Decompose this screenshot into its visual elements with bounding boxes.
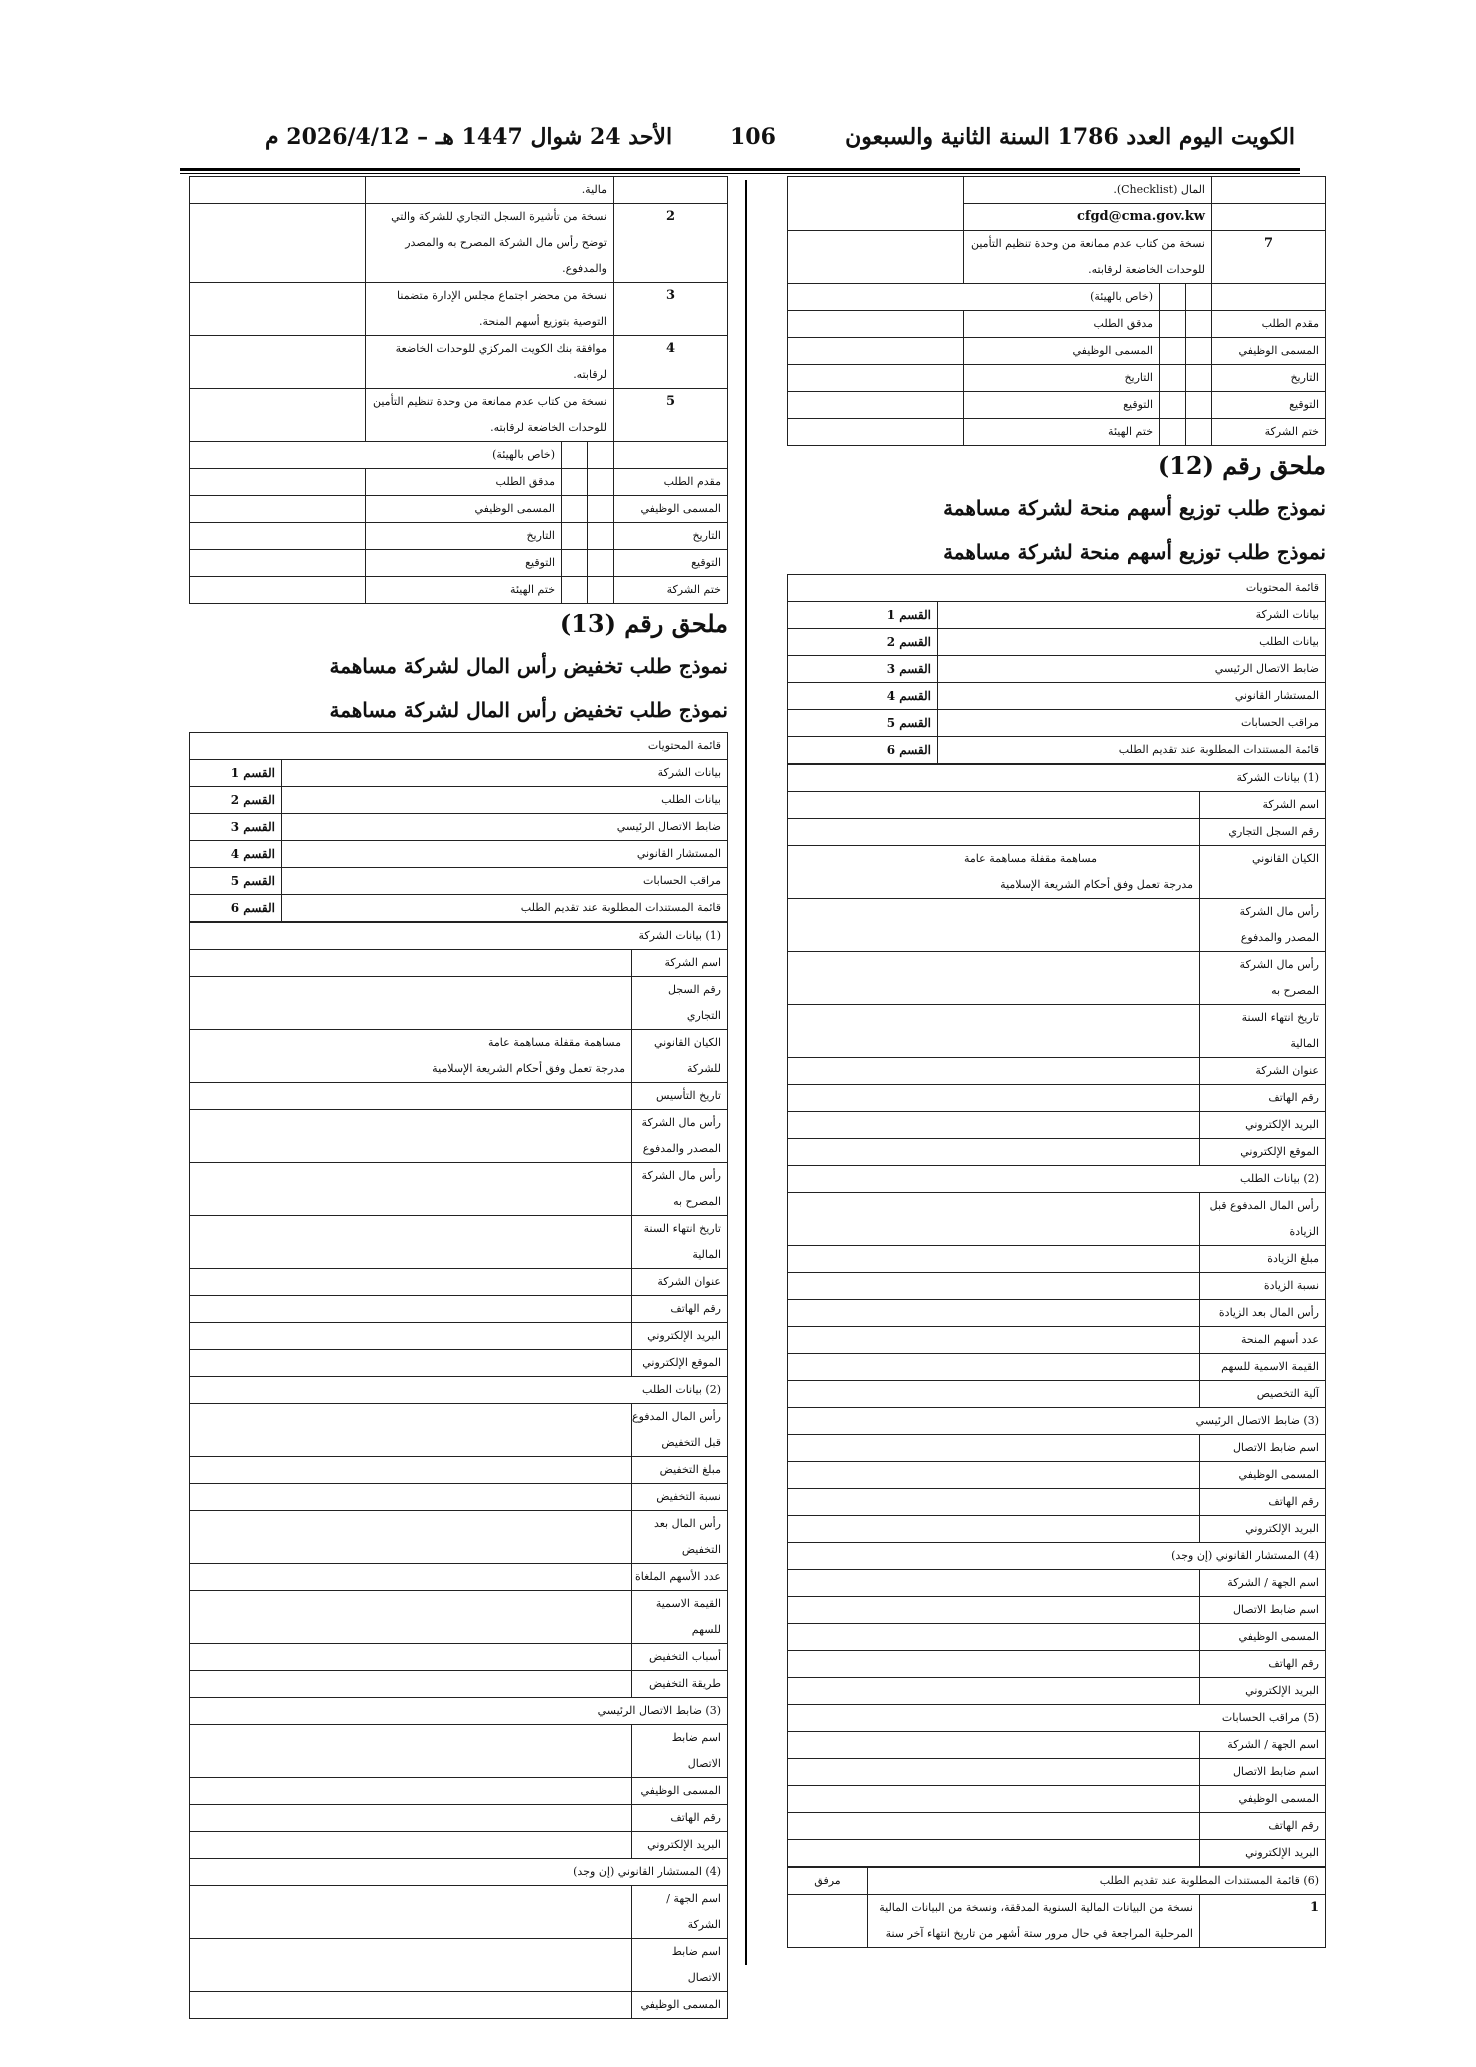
field-label: رقم الهاتف bbox=[1200, 1813, 1326, 1840]
field-label: للشركة bbox=[686, 1062, 721, 1075]
form-title: نموذج طلب تخفيض رأس المال لشركة مساهمة bbox=[329, 698, 728, 722]
legal-entity-options: مساهمة مقفلة مساهمة عامة bbox=[964, 852, 1097, 865]
field-label: طريقة التخفيض bbox=[632, 1671, 728, 1698]
job-title-label: المسمى الوظيفي bbox=[614, 496, 728, 523]
doc-number: 3 bbox=[614, 283, 728, 336]
right-column bbox=[788, 176, 1326, 1948]
section-heading: (3) ضابط الاتصال الرئيسي bbox=[787, 1408, 1325, 1435]
left-fields-table bbox=[189, 922, 728, 2019]
field-label: المسمى الوظيفي bbox=[632, 1778, 728, 1805]
field-label: اسم ضابط الاتصال bbox=[1200, 1759, 1326, 1786]
field-label: الاتصال bbox=[687, 1757, 721, 1770]
toc-section: القسم 6 bbox=[189, 895, 281, 922]
authority-stamp-label: ختم الهيئة bbox=[365, 577, 561, 604]
field-label: الاتصال bbox=[687, 1971, 721, 1984]
right-fields-table bbox=[787, 764, 1326, 1867]
toc-header: قائمة المحتويات bbox=[787, 575, 1325, 602]
issue-date: الأحد 24 شوال 1447 هـ – 2026/4/12 م bbox=[265, 124, 673, 150]
company-stamp-label: ختم الشركة bbox=[1212, 419, 1326, 446]
right-form-table bbox=[787, 574, 1326, 764]
signature-label: التوقيع bbox=[365, 550, 561, 577]
section-heading: (2) بيانات الطلب bbox=[787, 1166, 1325, 1193]
authority-only: (خاص بالهيئة) bbox=[189, 442, 561, 469]
toc-item: المستشار القانوني bbox=[938, 683, 1326, 710]
toc-item: بيانات الشركة bbox=[938, 602, 1326, 629]
doc-number: 2 bbox=[614, 204, 728, 283]
attached-header: مرفق bbox=[787, 1868, 867, 1895]
signature-label: التوقيع bbox=[614, 550, 728, 577]
field-label: عنوان الشركة bbox=[1200, 1058, 1326, 1085]
toc-section: القسم 3 bbox=[189, 814, 281, 841]
section-heading: (1) بيانات الشركة bbox=[787, 765, 1325, 792]
field-label: البريد الإلكتروني bbox=[1200, 1678, 1326, 1705]
field-label: التخفيض bbox=[681, 1543, 721, 1556]
field-label: البريد الإلكتروني bbox=[632, 1832, 728, 1859]
toc-section: القسم 2 bbox=[787, 629, 937, 656]
section-heading: (2) بيانات الطلب bbox=[189, 1377, 727, 1404]
field-label: المسمى الوظيفي bbox=[632, 1992, 728, 2019]
doc-text: نسخة من كتاب عدم ممانعة من وحدة تنظيم التأمين للوحدات الخاضعة لرقابته. bbox=[963, 231, 1211, 284]
field-label: تاريخ انتهاء السنة bbox=[1241, 1011, 1319, 1024]
form-title: نموذج طلب تخفيض رأس المال لشركة مساهمة bbox=[329, 654, 728, 678]
field-label: البريد الإلكتروني bbox=[1200, 1840, 1326, 1867]
field-label: رقم الهاتف bbox=[632, 1296, 728, 1323]
toc-item: مراقب الحسابات bbox=[282, 868, 728, 895]
field-label: الكيان القانوني bbox=[653, 1036, 721, 1049]
field-label: رأس مال الشركة bbox=[1239, 905, 1319, 918]
toc-section: القسم 6 bbox=[787, 737, 937, 764]
toc-item: بيانات الطلب bbox=[282, 787, 728, 814]
reviewer-label: مدقق الطلب bbox=[365, 469, 561, 496]
header-rule-thick bbox=[180, 168, 1300, 171]
toc-item: قائمة المستندات المطلوبة عند تقديم الطلب bbox=[282, 895, 728, 922]
toc-section: القسم 3 bbox=[787, 656, 937, 683]
toc-section: القسم 2 bbox=[189, 787, 281, 814]
field-label: مبلغ التخفيض bbox=[632, 1457, 728, 1484]
field-label: رقم الهاتف bbox=[1200, 1651, 1326, 1678]
left-column bbox=[190, 176, 728, 2019]
field-label: رأس المال بعد الزيادة bbox=[1200, 1300, 1326, 1327]
annex-title: ملحق رقم (12) bbox=[1157, 451, 1326, 480]
toc-section: القسم 1 bbox=[189, 760, 281, 787]
field-label: المصرح به bbox=[673, 1195, 721, 1208]
field-label: عدد أسهم المنحة bbox=[1200, 1327, 1326, 1354]
field-label: المسمى الوظيفي bbox=[1200, 1786, 1326, 1813]
applicant-label: مقدم الطلب bbox=[614, 469, 728, 496]
field-label: تاريخ التأسيس bbox=[632, 1083, 728, 1110]
toc-item: بيانات الطلب bbox=[938, 629, 1326, 656]
form-title: نموذج طلب توزيع أسهم منحة لشركة مساهمة bbox=[943, 496, 1326, 520]
field-label: المصدر والمدفوع bbox=[1240, 931, 1319, 944]
form-title: نموذج طلب توزيع أسهم منحة لشركة مساهمة bbox=[943, 540, 1326, 564]
field-label: اسم الشركة bbox=[632, 950, 728, 977]
field-label: آلية التخصيص bbox=[1200, 1381, 1326, 1408]
field-label: رأس مال الشركة bbox=[641, 1116, 721, 1129]
date-label: التاريخ bbox=[365, 523, 561, 550]
left-form-table bbox=[189, 732, 728, 922]
doc-text: موافقة بنك الكويت المركزي للوحدات الخاضعة لرقابته. bbox=[365, 336, 613, 389]
field-label: الشركة bbox=[687, 1918, 721, 1931]
page-number: 106 bbox=[730, 124, 776, 150]
field-label: اسم ضابط bbox=[671, 1731, 721, 1744]
field-label: البريد الإلكتروني bbox=[1200, 1516, 1326, 1543]
reviewer-label: مدقق الطلب bbox=[963, 311, 1159, 338]
toc-header: قائمة المحتويات bbox=[189, 733, 727, 760]
field-label: القيمة الاسمية bbox=[655, 1597, 721, 1610]
doc-text: نسخة من تأشيرة السجل التجاري للشركة والتي توضح رأس مال الشركة المصرح به والمصدر والمدفوع. bbox=[365, 204, 613, 283]
doc-text: نسخة من البيانات المالية السنوية المدققة، ونسخة من البيانات المالية المرحلية المراجعة في حال مرور ستة أشهر من تاريخ انتهاء آخر سنة bbox=[867, 1895, 1199, 1948]
field-label: المصرح به bbox=[1271, 984, 1319, 997]
field-label: الزيادة bbox=[1289, 1225, 1319, 1238]
field-label: اسم الشركة bbox=[1200, 792, 1326, 819]
field-label: قبل التخفيض bbox=[661, 1436, 721, 1449]
left-top-table bbox=[189, 176, 728, 604]
job-title-label: المسمى الوظيفي bbox=[963, 338, 1159, 365]
field-label: رقم الهاتف bbox=[1200, 1085, 1326, 1112]
field-label: رأس المال المدفوع قبل bbox=[1209, 1199, 1319, 1212]
field-label: المالية bbox=[1290, 1037, 1319, 1050]
toc-section: القسم 1 bbox=[787, 602, 937, 629]
right-docs-table bbox=[787, 1867, 1326, 1948]
field-label: عدد الأسهم الملغاة bbox=[632, 1564, 728, 1591]
section-heading: (6) قائمة المستندات المطلوبة عند تقديم الطلب bbox=[867, 1868, 1325, 1895]
signature-label: التوقيع bbox=[1212, 392, 1326, 419]
field-label: رأس مال الشركة bbox=[1239, 958, 1319, 971]
doc-number: 5 bbox=[614, 389, 728, 442]
section-heading: (5) مراقب الحسابات bbox=[787, 1705, 1325, 1732]
doc-text: نسخة من محضر اجتماع مجلس الإدارة متضمنا التوصية بتوزيع أسهم المنحة. bbox=[365, 283, 613, 336]
signature-label: التوقيع bbox=[963, 392, 1159, 419]
email-address: cfgd@cma.gov.kw bbox=[963, 204, 1211, 231]
field-label: المسمى الوظيفي bbox=[1200, 1462, 1326, 1489]
toc-section: القسم 4 bbox=[787, 683, 937, 710]
field-label: الموقع الإلكتروني bbox=[632, 1350, 728, 1377]
field-label: رأس مال الشركة bbox=[641, 1169, 721, 1182]
field-label: نسبة الزيادة bbox=[1200, 1273, 1326, 1300]
legal-entity-options: مساهمة مقفلة مساهمة عامة bbox=[488, 1036, 621, 1049]
job-title-label: المسمى الوظيفي bbox=[365, 496, 561, 523]
toc-section: القسم 5 bbox=[787, 710, 937, 737]
doc-number: 1 bbox=[1200, 1895, 1326, 1948]
authority-only: (خاص بالهيئة) bbox=[787, 284, 1159, 311]
toc-item: المستشار القانوني bbox=[282, 841, 728, 868]
date-label: التاريخ bbox=[614, 523, 728, 550]
section-heading: (1) بيانات الشركة bbox=[189, 923, 727, 950]
field-label: رأس المال بعد bbox=[653, 1517, 721, 1530]
field-label: عنوان الشركة bbox=[632, 1269, 728, 1296]
column-divider bbox=[745, 180, 747, 1965]
field-label: تاريخ انتهاء السنة bbox=[643, 1222, 721, 1235]
field-label: رقم الهاتف bbox=[1200, 1489, 1326, 1516]
field-label: التجاري bbox=[686, 1009, 721, 1022]
field-label: مبلغ الزيادة bbox=[1200, 1246, 1326, 1273]
applicant-label: مقدم الطلب bbox=[1212, 311, 1326, 338]
field-label: البريد الإلكتروني bbox=[632, 1323, 728, 1350]
field-label: القيمة الاسمية للسهم bbox=[1200, 1354, 1326, 1381]
field-label: نسبة التخفيض bbox=[632, 1484, 728, 1511]
field-label: المصدر والمدفوع bbox=[642, 1142, 721, 1155]
date-label: التاريخ bbox=[1212, 365, 1326, 392]
section-heading: (3) ضابط الاتصال الرئيسي bbox=[189, 1698, 727, 1725]
annex-title: ملحق رقم (13) bbox=[559, 609, 728, 638]
field-label: رأس المال المدفوع bbox=[632, 1410, 721, 1423]
field-label: رقم الهاتف bbox=[632, 1805, 728, 1832]
doc-text: نسخة من كتاب عدم ممانعة من وحدة تنظيم التأمين للوحدات الخاضعة لرقابته. bbox=[365, 389, 613, 442]
toc-item: مراقب الحسابات bbox=[938, 710, 1326, 737]
toc-item: ضابط الاتصال الرئيسي bbox=[938, 656, 1326, 683]
field-label: اسم ضابط الاتصال bbox=[1200, 1435, 1326, 1462]
field-label: اسم الجهة / الشركة bbox=[1200, 1732, 1326, 1759]
doc-text: مالية. bbox=[365, 177, 613, 204]
toc-item: ضابط الاتصال الرئيسي bbox=[282, 814, 728, 841]
authority-stamp-label: ختم الهيئة bbox=[963, 419, 1159, 446]
field-label: اسم ضابط الاتصال bbox=[1200, 1597, 1326, 1624]
sharia-option: مدرجة تعمل وفق أحكام الشريعة الإسلامية bbox=[432, 1062, 625, 1075]
section-heading: (4) المستشار القانوني (إن وجد) bbox=[787, 1543, 1325, 1570]
date-label: التاريخ bbox=[963, 365, 1159, 392]
section-heading: (4) المستشار القانوني (إن وجد) bbox=[189, 1859, 727, 1886]
field-label: رقم السجل bbox=[667, 983, 721, 996]
page-header bbox=[185, 124, 1295, 158]
checklist-text: المال (Checklist). bbox=[963, 177, 1211, 204]
field-label: الموقع الإلكتروني bbox=[1200, 1139, 1326, 1166]
field-label: رقم السجل التجاري bbox=[1200, 819, 1326, 846]
field-label: المسمى الوظيفي bbox=[1200, 1624, 1326, 1651]
sharia-option: مدرجة تعمل وفق أحكام الشريعة الإسلامية bbox=[1000, 878, 1193, 891]
job-title-label: المسمى الوظيفي bbox=[1212, 338, 1326, 365]
header-rule-thin bbox=[180, 173, 1300, 174]
field-label: اسم ضابط bbox=[671, 1945, 721, 1958]
field-label: للسهم bbox=[691, 1623, 721, 1636]
doc-number: 7 bbox=[1212, 231, 1326, 284]
toc-section: القسم 4 bbox=[189, 841, 281, 868]
field-label: البريد الإلكتروني bbox=[1200, 1112, 1326, 1139]
field-label: المالية bbox=[692, 1248, 721, 1261]
field-label: أسباب التخفيض bbox=[632, 1644, 728, 1671]
toc-item: بيانات الشركة bbox=[282, 760, 728, 787]
field-label: الكيان القانوني bbox=[1200, 846, 1326, 899]
toc-section: القسم 5 bbox=[189, 868, 281, 895]
field-label: اسم الجهة / الشركة bbox=[1200, 1570, 1326, 1597]
doc-number: 4 bbox=[614, 336, 728, 389]
right-top-table bbox=[787, 176, 1326, 446]
toc-item: قائمة المستندات المطلوبة عند تقديم الطلب bbox=[938, 737, 1326, 764]
gazette-issue: الكويت اليوم العدد 1786 السنة الثانية والسبعون bbox=[845, 124, 1295, 150]
field-label: اسم الجهة / bbox=[666, 1892, 721, 1905]
company-stamp-label: ختم الشركة bbox=[614, 577, 728, 604]
